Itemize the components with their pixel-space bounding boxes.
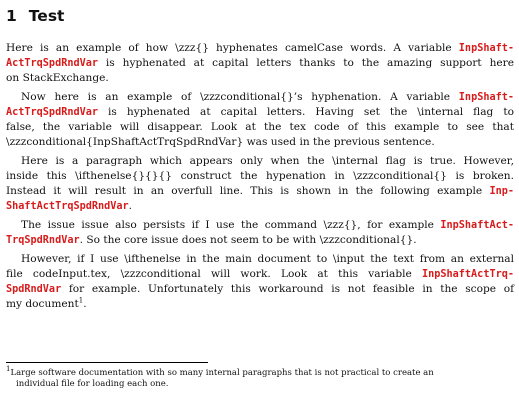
text-line-p1-l1 xyxy=(6,42,514,55)
code-variable: ShaftActTrqSpdRndVar xyxy=(6,201,129,212)
code-variable: TrqSpdRndVar xyxy=(6,235,80,246)
text-run: Here is an example of how \zzz{} hyphenates camelCase words. A variable xyxy=(6,42,459,54)
text-line-p4-l2 xyxy=(6,234,514,247)
text-run: individual file for loading each one. xyxy=(16,379,169,389)
text-line-p5-l4 xyxy=(6,298,514,310)
text-run: false, the variable will disappear. Look at the tex code of this example to see that xyxy=(6,121,514,133)
text-run: Instead it will result in an overfull line. This is shown in the following example xyxy=(6,185,490,197)
text-run: is hyphenated at capital letters. Having set the \internal flag to xyxy=(98,106,514,118)
section-title: Test xyxy=(28,7,65,25)
section-heading xyxy=(6,6,64,26)
text-run: \zzzconditional{InpShaftActTrqSpdRndVar} was used in the previous sentence. xyxy=(6,136,435,148)
code-variable: SpdRndVar xyxy=(6,284,62,295)
code-variable: InpShaftActTrq- xyxy=(421,269,514,280)
text-run: The issue issue also persists if I use the command \zzz{}, for example xyxy=(21,219,441,231)
text-run: However, if I use \ifthenelse in the main document to \input the text from an external xyxy=(21,253,514,265)
text-line-p3-l1 xyxy=(6,155,514,167)
text-line-p2-l4 xyxy=(6,136,514,148)
text-line-p5-l3 xyxy=(6,283,514,296)
text-line-fn-l1 xyxy=(6,365,514,378)
text-run: on StackExchange. xyxy=(6,72,109,84)
footnote-marker: 1 xyxy=(6,365,11,374)
text-line-fn-l2 xyxy=(6,379,514,389)
text-line-p3-l4 xyxy=(6,200,514,213)
text-run: file codeInput.tex, \zzzconditional will work. Look at this variable xyxy=(6,268,422,280)
section-number: 1 xyxy=(6,7,17,25)
text-run: Here is a paragraph which appears only when the \internal flag is true. However, xyxy=(21,155,514,167)
text-run: . xyxy=(128,200,133,212)
text-run: Now here is an example of \zzzconditional{}’s hyphenation. A variable xyxy=(21,91,459,103)
text-line-p3-l2 xyxy=(6,170,514,182)
code-variable: Inp- xyxy=(489,186,514,197)
text-line-p1-l2 xyxy=(6,57,514,70)
footnote-rule xyxy=(6,362,208,363)
text-run: my document xyxy=(6,298,79,310)
code-variable: ActTrqSpdRndVar xyxy=(6,58,99,69)
footnote-marker: 1 xyxy=(78,296,84,305)
code-variable: InpShaft- xyxy=(458,43,514,54)
code-variable: ActTrqSpdRndVar xyxy=(6,107,99,118)
text-line-p2-l2 xyxy=(6,106,514,119)
code-variable: InpShaft- xyxy=(458,92,514,103)
text-line-p5-l2 xyxy=(6,268,514,281)
text-run: is hyphenated at capital letters thanks to the amazing support here xyxy=(98,57,514,69)
text-line-p3-l3 xyxy=(6,185,514,198)
text-run: . xyxy=(83,298,87,310)
text-line-p5-l1 xyxy=(6,253,514,265)
text-line-p2-l3 xyxy=(6,121,514,133)
text-run: . So the core issue does not seem to be with \zzzconditional{}. xyxy=(79,234,417,246)
text-run: Large software documentation with so many internal paragraphs that is not practical to create an xyxy=(10,368,434,378)
text-run: inside this \ifthenelse{}{}{} construct the hypenation in \zzzconditional{} is broken. xyxy=(6,170,514,182)
code-variable: InpShaftAct- xyxy=(440,220,514,231)
text-run: for example. Unfortunately this workaround is not feasible in the scope of xyxy=(61,283,514,295)
text-line-p1-l3 xyxy=(6,72,514,84)
text-line-p4-l1 xyxy=(6,219,514,232)
text-line-p2-l1 xyxy=(6,91,514,104)
